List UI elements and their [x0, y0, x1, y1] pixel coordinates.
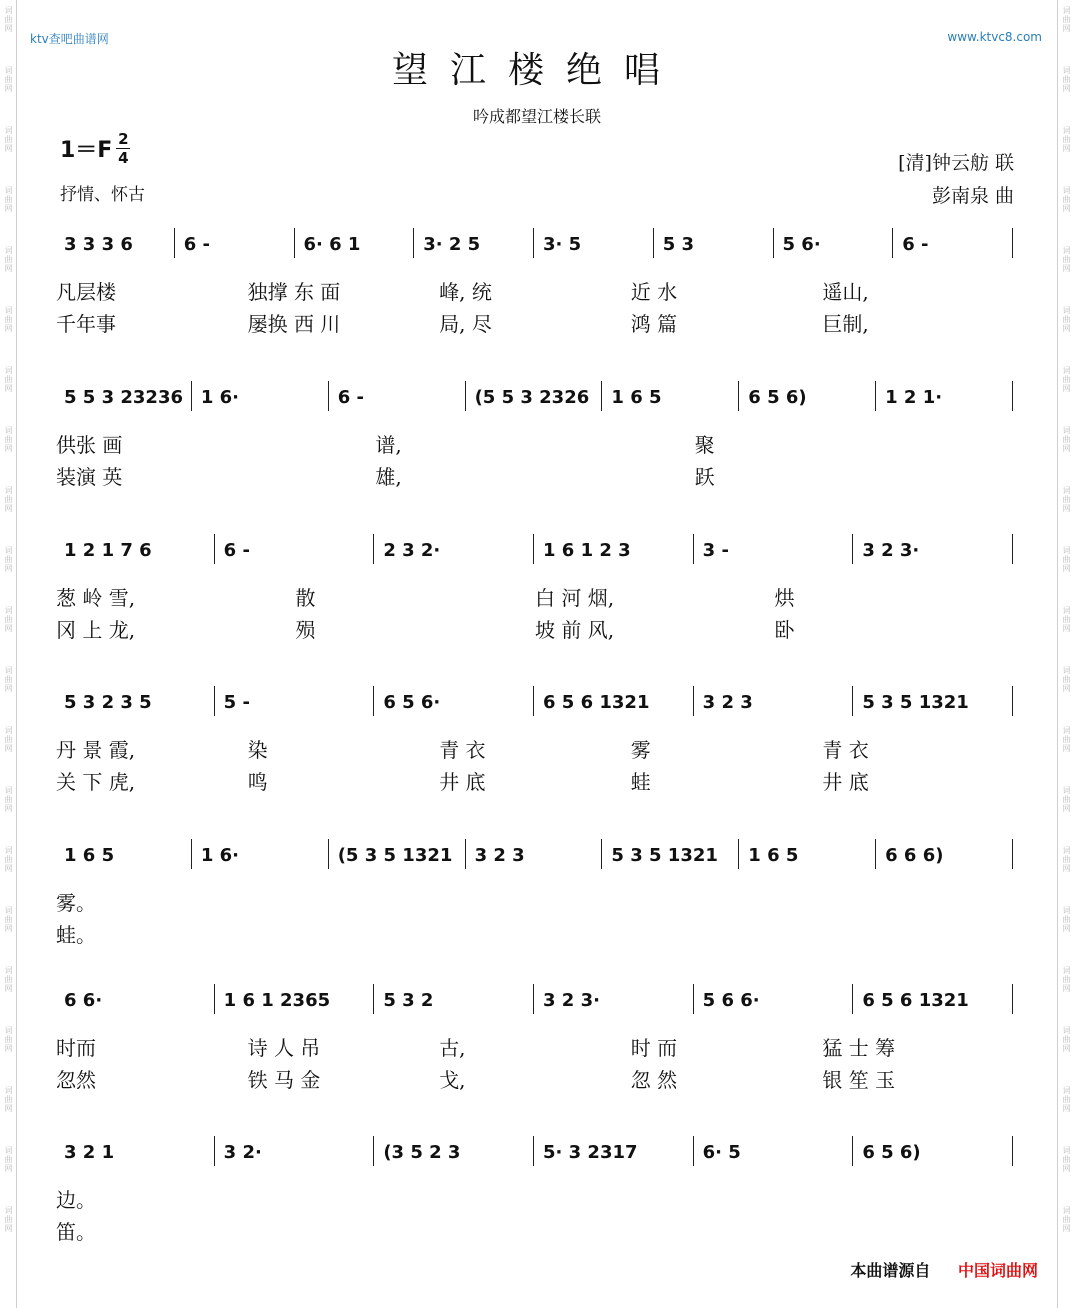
lyric-verse-2: 银 笙 玉 — [822, 1068, 896, 1092]
site-link-left[interactable]: ktv查吧曲谱网 — [30, 32, 109, 46]
watermark-text: 词曲网 — [4, 246, 13, 273]
bar-line — [294, 228, 295, 258]
notation-measure: 3 - — [702, 540, 729, 561]
notation-measure: (5 3 5 1321 — [337, 845, 453, 866]
watermark-text: 词曲网 — [1062, 786, 1071, 813]
watermark-text: 词曲网 — [4, 1026, 13, 1053]
watermark-text: 词曲网 — [1062, 6, 1071, 33]
notation-measure: 1 6 5 — [748, 845, 799, 866]
watermark-text: 词曲网 — [4, 1086, 13, 1113]
bar-line — [693, 984, 694, 1014]
lyric-verse-1: 边。 — [56, 1188, 96, 1212]
bar-line — [214, 686, 215, 716]
bar-line — [465, 381, 466, 411]
watermark-text: 词曲网 — [4, 366, 13, 393]
bar-line — [852, 686, 853, 716]
watermark-text: 词曲网 — [1062, 66, 1071, 93]
source-label: 本曲谱源自 — [850, 1261, 931, 1280]
watermark-text: 词曲网 — [4, 1206, 13, 1233]
bar-line — [373, 1136, 374, 1166]
watermark-text: 词曲网 — [1062, 186, 1071, 213]
watermark-text: 词曲网 — [4, 966, 13, 993]
watermark-text: 词曲网 — [4, 66, 13, 93]
lyric-verse-1: 时而 — [56, 1036, 96, 1060]
notation-measure: 3 3 3 6 — [64, 234, 133, 255]
notation-measure: 6 6· — [64, 990, 103, 1011]
lyric-verse-2: 装演 英 — [56, 465, 123, 489]
watermark-text: 词曲网 — [1062, 486, 1071, 513]
lyric-verse-2: 蛙。 — [56, 923, 96, 947]
lyric-verse-1: 峰, 统 — [439, 280, 492, 304]
watermark-text: 词曲网 — [1062, 426, 1071, 453]
lyric-verse-1: 白 河 烟, — [535, 586, 615, 610]
watermark-text: 词曲网 — [1062, 246, 1071, 273]
notation-measure: 5 3 5 1321 — [611, 845, 718, 866]
watermark-text: 词曲网 — [4, 726, 13, 753]
lyric-verse-2: 蛙 — [630, 770, 651, 794]
lyric-verse-2: 屡换 西 川 — [247, 312, 341, 336]
notation-measure: 3 2 1 — [64, 1142, 115, 1163]
time-sig-numerator: 2 — [118, 130, 129, 148]
notation-measure: 1 6 5 — [64, 845, 115, 866]
bar-line — [214, 1136, 215, 1166]
bar-line — [373, 984, 374, 1014]
lyric-verse-1: 凡层楼 — [56, 280, 116, 304]
watermark-text: 词曲网 — [4, 306, 13, 333]
watermark-text: 词曲网 — [1062, 606, 1071, 633]
bar-line — [328, 381, 329, 411]
bar-line — [875, 839, 876, 869]
lyric-verse-2: 鸣 — [247, 770, 268, 794]
watermark-text: 词曲网 — [4, 186, 13, 213]
notation-measure: 6 - — [902, 234, 929, 255]
notation-measure: 1 2 1 7 6 — [64, 540, 152, 561]
bar-line — [533, 534, 534, 564]
footer — [850, 1258, 1038, 1281]
notation-measure: 6 5 6 1321 — [862, 990, 969, 1011]
right-watermark-column — [1058, 0, 1074, 1260]
watermark-text: 词曲网 — [1062, 126, 1071, 153]
notation-measure: (5 5 3 2326 — [474, 387, 590, 408]
lyric-verse-1: 葱 岭 雪, — [56, 586, 136, 610]
lyric-verse-2: 井 底 — [439, 770, 486, 794]
lyric-verse-1: 青 衣 — [439, 738, 486, 762]
bar-line — [328, 839, 329, 869]
lyric-verse-1: 谱, — [375, 433, 402, 457]
bar-line — [191, 381, 192, 411]
lyric-verse-1: 丹 景 霞, — [56, 738, 136, 762]
bar-line — [852, 534, 853, 564]
bar-line — [533, 686, 534, 716]
watermark-text: 词曲网 — [1062, 846, 1071, 873]
notation-measure: 1 6· — [200, 845, 239, 866]
lyric-verse-2: 戈, — [439, 1068, 466, 1092]
notation-measure: 6 - — [223, 540, 250, 561]
notation-measure: 5 3 2 — [383, 990, 434, 1011]
watermark-text: 词曲网 — [4, 1146, 13, 1173]
notation-measure: 6 - — [337, 387, 364, 408]
notation-measure: 1 2 1· — [885, 387, 943, 408]
lyric-verse-1: 古, — [439, 1036, 466, 1060]
lyric-verse-2: 千年事 — [56, 312, 116, 336]
key-label: 1＝F — [60, 138, 113, 163]
bar-line — [1012, 839, 1013, 869]
watermark-text: 词曲网 — [1062, 666, 1071, 693]
bar-line — [533, 984, 534, 1014]
bar-line — [1012, 381, 1013, 411]
lyric-verse-2: 铁 马 金 — [247, 1068, 321, 1092]
lyric-verse-1: 雾。 — [56, 891, 96, 915]
lyric-verse-1: 时 而 — [630, 1036, 678, 1060]
bar-line — [738, 839, 739, 869]
watermark-text: 词曲网 — [4, 126, 13, 153]
source-site[interactable]: 中国词曲网 — [957, 1261, 1038, 1280]
left-watermark-column — [0, 0, 16, 1260]
watermark-text: 词曲网 — [1062, 906, 1071, 933]
bar-line — [214, 534, 215, 564]
watermark-text: 词曲网 — [4, 786, 13, 813]
bar-line — [693, 1136, 694, 1166]
lyric-verse-2: 殒 — [295, 618, 316, 642]
bar-line — [1012, 984, 1013, 1014]
notation-measure: 1 6 5 — [611, 387, 662, 408]
watermark-text: 词曲网 — [4, 846, 13, 873]
lyric-verse-2: 巨制, — [822, 312, 869, 336]
bar-line — [1012, 228, 1013, 258]
watermark-text: 词曲网 — [4, 666, 13, 693]
lyric-verse-1: 聚 — [694, 433, 715, 457]
lyric-verse-1: 独撑 东 面 — [247, 280, 341, 304]
watermark-text: 词曲网 — [1062, 1146, 1071, 1173]
notation-measure: 6 5 6) — [862, 1142, 921, 1163]
notation-measure: 6 5 6· — [383, 692, 441, 713]
bar-line — [191, 839, 192, 869]
watermark-text: 词曲网 — [1062, 966, 1071, 993]
lyric-verse-1: 诗 人 吊 — [247, 1036, 321, 1060]
lyric-verse-2: 井 底 — [822, 770, 869, 794]
notation-measure: 3· 5 — [543, 234, 582, 255]
lyric-verse-2: 局, 尽 — [439, 312, 492, 336]
notation-measure: 6 5 6 1321 — [543, 692, 650, 713]
watermark-text: 词曲网 — [1062, 1026, 1071, 1053]
bar-line — [174, 228, 175, 258]
notation-measure: 3· 2 5 — [423, 234, 481, 255]
notation-measure: 5 - — [223, 692, 250, 713]
time-sig-denominator: 4 — [118, 149, 129, 167]
bar-line — [413, 228, 414, 258]
bar-line — [601, 381, 602, 411]
site-link-right[interactable]: www.ktvc8.com — [947, 30, 1042, 44]
bar-line — [214, 984, 215, 1014]
lyricist-credit: [清]钟云舫 联 — [898, 152, 1014, 174]
notation-measure: 6· 6 1 — [303, 234, 361, 255]
bar-line — [533, 228, 534, 258]
bar-line — [1012, 1136, 1013, 1166]
notation-measure: 3 2 3 — [474, 845, 525, 866]
notation-measure: 1 6 1 2365 — [223, 990, 331, 1011]
bar-line — [852, 1136, 853, 1166]
bar-line — [852, 984, 853, 1014]
lyric-verse-2: 鸿 篇 — [630, 312, 678, 336]
bar-line — [653, 228, 654, 258]
bar-line — [373, 686, 374, 716]
lyric-verse-1: 烘 — [774, 586, 795, 610]
bar-line — [1012, 534, 1013, 564]
watermark-text: 词曲网 — [4, 606, 13, 633]
lyric-verse-2: 忽然 — [56, 1068, 96, 1092]
notation-measure: 5· 3 2317 — [543, 1142, 638, 1163]
song-title: 望江楼绝唱 — [391, 50, 682, 91]
notation-measure: 6 - — [183, 234, 211, 255]
bar-line — [465, 839, 466, 869]
bar-line — [738, 381, 739, 411]
watermark-text: 词曲网 — [4, 426, 13, 453]
notation-measure: (3 5 2 3 — [383, 1142, 461, 1163]
lyric-verse-1: 猛 士 筹 — [822, 1036, 896, 1060]
lyric-verse-2: 卧 — [774, 618, 795, 642]
lyric-verse-2: 跃 — [694, 465, 715, 489]
watermark-text: 词曲网 — [4, 906, 13, 933]
time-signature — [116, 130, 130, 167]
notation-measure: 5 6 6· — [702, 990, 760, 1011]
notation-measure: 3 2 3 — [702, 692, 753, 713]
notation-measure: 5 5 3 23236 — [64, 387, 183, 408]
lyric-verse-2: 忽 然 — [630, 1068, 678, 1092]
notation-measure: 1 6· — [200, 387, 239, 408]
lyric-verse-2: 冈 上 龙, — [56, 618, 136, 642]
lyric-verse-1: 近 水 — [630, 280, 678, 304]
lyric-verse-1: 供张 画 — [56, 433, 123, 457]
watermark-text: 词曲网 — [4, 546, 13, 573]
lyric-verse-1: 散 — [295, 586, 316, 610]
watermark-text: 词曲网 — [1062, 546, 1071, 573]
bar-line — [773, 228, 774, 258]
lyric-verse-1: 遥山, — [822, 280, 869, 304]
lyric-verse-1: 雾 — [630, 738, 651, 762]
bar-line — [373, 534, 374, 564]
notation-measure: 5 6· — [782, 234, 821, 255]
key-signature — [60, 130, 130, 167]
watermark-text: 词曲网 — [1062, 366, 1071, 393]
bar-line — [693, 534, 694, 564]
watermark-text: 词曲网 — [1062, 1206, 1071, 1233]
notation-measure: 6· 5 — [702, 1142, 741, 1163]
notation-measure: 3 2 3· — [862, 540, 920, 561]
watermark-text: 词曲网 — [4, 6, 13, 33]
bar-line — [892, 228, 893, 258]
notation-measure: 3 2· — [223, 1142, 262, 1163]
watermark-text: 词曲网 — [1062, 726, 1071, 753]
notation-measure: 2 3 2· — [383, 540, 441, 561]
notation-measure: 6 6 6) — [885, 845, 944, 866]
lyric-verse-2: 笛。 — [56, 1220, 96, 1244]
watermark-text: 词曲网 — [1062, 306, 1071, 333]
bar-line — [533, 1136, 534, 1166]
lyric-verse-1: 染 — [247, 738, 268, 762]
notation-measure: 1 6 1 2 3 — [543, 540, 631, 561]
bar-line — [693, 686, 694, 716]
song-subtitle: 吟成都望江楼长联 — [472, 107, 601, 126]
bar-line — [1012, 686, 1013, 716]
bar-line — [875, 381, 876, 411]
lyric-verse-2: 关 下 虎, — [56, 770, 136, 794]
tempo-marking: 抒情、怀古 — [60, 185, 145, 205]
lyric-verse-2: 雄, — [375, 465, 402, 489]
watermark-text: 词曲网 — [4, 486, 13, 513]
lyric-verse-1: 青 衣 — [822, 738, 869, 762]
notation-measure: 6 5 6) — [748, 387, 807, 408]
composer-credit: 彭南泉 曲 — [931, 185, 1014, 207]
notation-measure: 5 3 — [662, 234, 695, 255]
notation-measure: 5 3 2 3 5 — [64, 692, 152, 713]
watermark-text: 词曲网 — [1062, 1086, 1071, 1113]
bar-line — [601, 839, 602, 869]
notation-measure: 5 3 5 1321 — [862, 692, 969, 713]
lyric-verse-2: 坡 前 风, — [535, 618, 615, 642]
notation-measure: 3 2 3· — [543, 990, 600, 1011]
